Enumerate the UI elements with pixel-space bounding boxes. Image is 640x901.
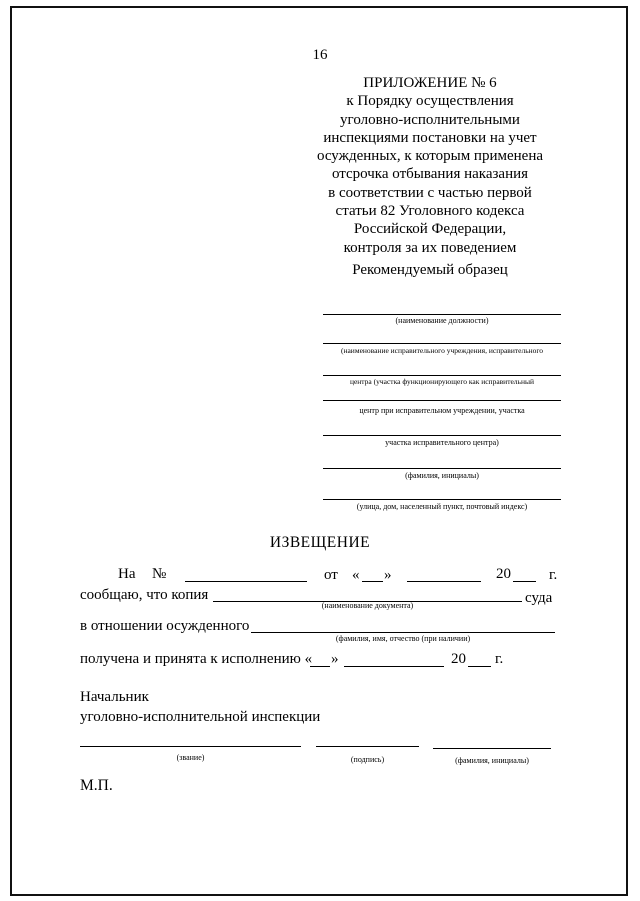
address-caption: (улица, дом, населенный пункт, почтовый индекс) xyxy=(356,502,528,511)
year-field-line[interactable] xyxy=(513,581,536,582)
received-quote-close: » xyxy=(331,651,339,667)
signature-field-line[interactable] xyxy=(316,746,419,747)
appendix-line: отсрочка отбывания наказания xyxy=(331,166,529,183)
appendix-line: к Порядку осуществления xyxy=(346,93,514,110)
informs-label: сообщаю, что копия xyxy=(80,587,209,603)
received-day-line[interactable] xyxy=(310,666,330,667)
position-caption: (наименование должности) xyxy=(395,316,489,325)
ot-label: от xyxy=(324,567,338,583)
received-year-prefix: 20 xyxy=(451,651,466,667)
name-caption: (фамилия, инициалы) xyxy=(405,471,479,480)
seal-mark: М.П. xyxy=(80,777,113,794)
institution-caption: (наименование исправительного учреждения, исправительного xyxy=(340,346,544,355)
received-year-line[interactable] xyxy=(468,666,491,667)
received-month-line[interactable] xyxy=(344,666,444,667)
institution-caption-4: участка исправительного центра) xyxy=(385,438,499,447)
appendix-block xyxy=(300,74,560,257)
number-sign: № xyxy=(152,566,167,582)
sample-label: Рекомендуемый образец xyxy=(352,262,508,278)
name-field-line[interactable] xyxy=(323,468,561,469)
institution-field-line-2[interactable] xyxy=(323,375,561,376)
appendix-line: уголовно-исполнительными xyxy=(340,111,520,128)
signature-caption: (подпись) xyxy=(350,755,385,764)
institution-caption-3: центр при исправительном учреждении, участка xyxy=(359,406,525,415)
institution-field-line-3[interactable] xyxy=(323,400,561,401)
rank-caption: (звание) xyxy=(176,753,205,762)
signatory-title: Начальник xyxy=(80,689,149,705)
na-label: На xyxy=(118,566,136,582)
day-quote-close: » xyxy=(384,567,392,583)
document-title: ИЗВЕЩЕНИЕ xyxy=(269,534,371,551)
person-field-line[interactable] xyxy=(251,632,555,633)
institution-field-line[interactable] xyxy=(323,343,561,344)
person-caption: (фамилия, имя, отчество (при наличии) xyxy=(335,634,471,643)
position-field-line[interactable] xyxy=(323,314,561,315)
appendix-line: осужденных, к которым применена xyxy=(316,148,544,165)
appendix-line: ПРИЛОЖЕНИЕ № 6 xyxy=(363,75,497,91)
signer-name-caption: (фамилия, инициалы) xyxy=(455,756,529,765)
year-prefix: 20 xyxy=(496,566,511,582)
day-field-line[interactable] xyxy=(362,581,383,582)
day-quote-open: « xyxy=(352,567,360,583)
rank-field-line[interactable] xyxy=(80,746,301,747)
page-number: 16 xyxy=(312,47,328,63)
appendix-line: статьи 82 Уголовного кодекса xyxy=(335,203,525,220)
received-label: получена и принята к исполнению « xyxy=(80,651,313,667)
received-g: г. xyxy=(495,651,504,667)
appendix-line: инспекциями постановки на учет xyxy=(323,129,537,146)
month-field-line[interactable] xyxy=(407,581,481,582)
signer-name-field-line[interactable] xyxy=(433,748,551,749)
number-field-line[interactable] xyxy=(185,581,307,582)
institution-field-line-4[interactable] xyxy=(323,435,561,436)
court-label: суда xyxy=(525,590,553,606)
appendix-line: в соответствии с частью первой xyxy=(328,184,532,201)
signatory-organization: уголовно-исполнительной инспекции xyxy=(80,709,321,725)
institution-caption-2: центра (участка функционирующего как исправительный xyxy=(349,377,535,386)
appendix-line: контроля за их поведением xyxy=(343,239,517,256)
regarding-label: в отношении осужденного xyxy=(80,618,250,634)
year-g: г. xyxy=(549,567,558,583)
appendix-line: Российской Федерации, xyxy=(353,221,507,238)
document-caption: (наименование документа) xyxy=(321,601,414,610)
address-field-line[interactable] xyxy=(323,499,561,500)
